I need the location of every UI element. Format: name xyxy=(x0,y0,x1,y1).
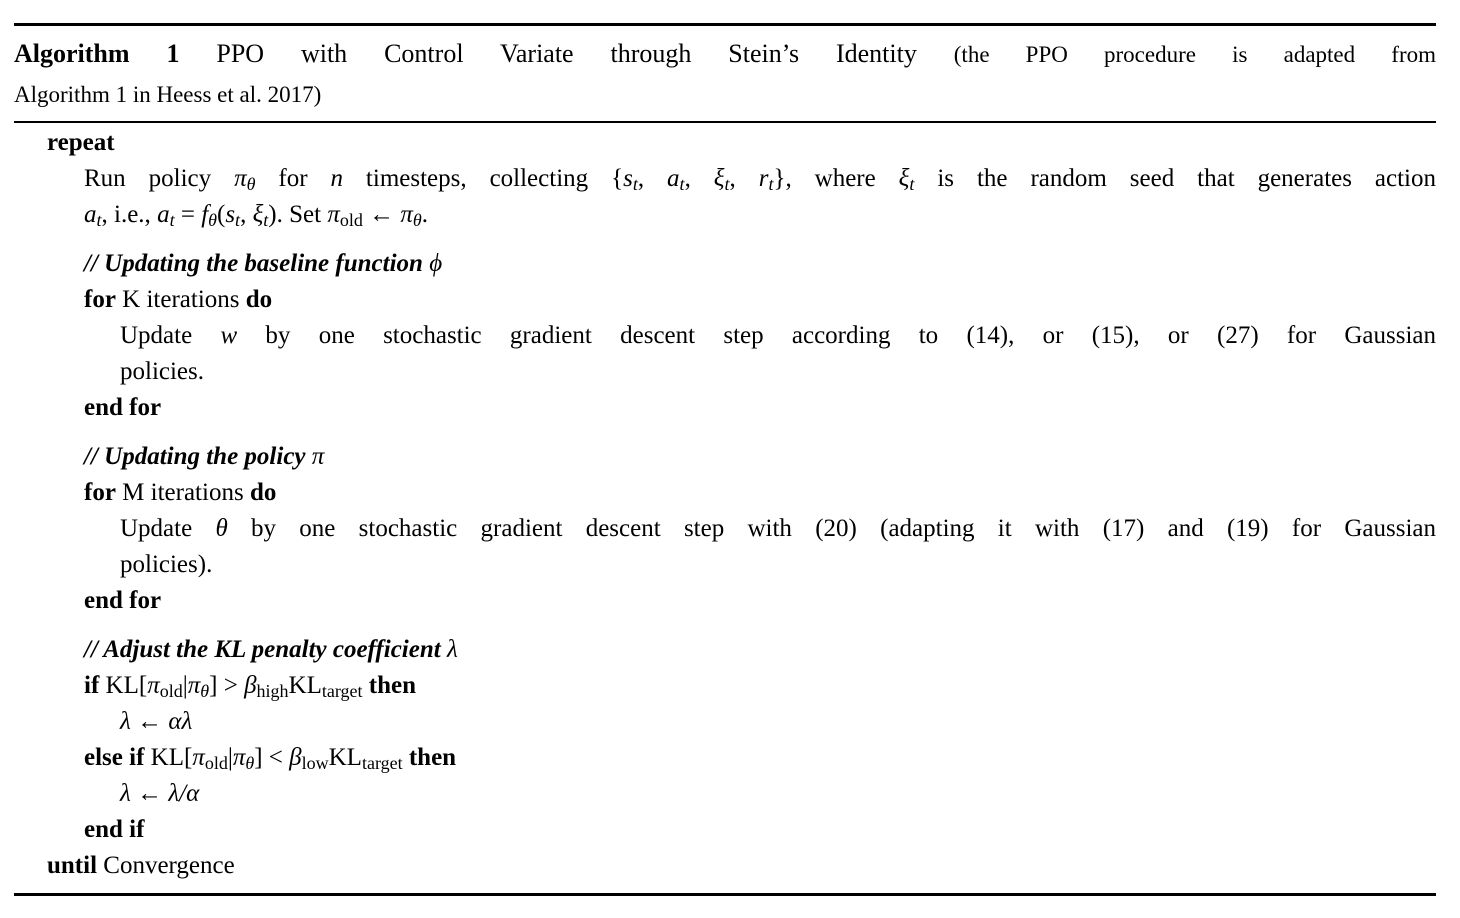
algo-line xyxy=(14,475,1436,511)
math-var: n xyxy=(330,165,343,192)
keyword: do xyxy=(245,286,273,313)
subscript: low xyxy=(301,752,329,773)
text-run: KL[ xyxy=(144,744,193,771)
subscript: t xyxy=(724,173,730,194)
text-run: Run policy xyxy=(84,165,235,192)
math-var: f xyxy=(201,201,209,228)
math-var: λ xyxy=(120,780,131,807)
algorithm-title-line1 xyxy=(14,34,1436,74)
subscript: t xyxy=(96,209,102,230)
algo-line xyxy=(14,511,1436,547)
text-run: by one stochastic gradient descent step with (20) (adapting it with (17) and (19) for Gaussian xyxy=(227,515,1436,542)
subscript: θ xyxy=(200,680,210,701)
algo-line xyxy=(14,812,1436,848)
math-var: a xyxy=(157,201,170,228)
text-run: M iterations xyxy=(115,479,250,506)
subscript: target xyxy=(321,680,363,701)
comment: // Adjust the KL penalty coefficient xyxy=(84,636,447,663)
math-var: π xyxy=(400,201,413,228)
text-run: policies). xyxy=(120,551,213,578)
algo-line xyxy=(14,704,1436,740)
text-run: ← xyxy=(130,780,169,807)
text-run: ] > xyxy=(209,672,245,699)
text-run: ). Set xyxy=(268,201,328,228)
subscript: t xyxy=(679,173,685,194)
text-run: KL xyxy=(328,744,362,771)
math-var: ϕ xyxy=(429,250,443,277)
math-var: β xyxy=(244,672,257,699)
text-run: ← xyxy=(362,201,401,228)
math-var: β xyxy=(289,744,302,771)
subscript: t xyxy=(169,209,175,230)
algo-line xyxy=(14,668,1436,704)
keyword: for xyxy=(84,479,116,506)
text-run: , xyxy=(729,165,759,192)
subscript: target xyxy=(361,752,403,773)
math-var: π xyxy=(232,744,246,771)
text-run: Update xyxy=(120,322,221,349)
algorithm-body xyxy=(14,125,1436,884)
algo-line xyxy=(14,318,1436,354)
keyword: then xyxy=(408,744,457,771)
text-run: . xyxy=(421,201,428,228)
math-var: π xyxy=(311,443,325,470)
subscript: t xyxy=(909,173,915,194)
keyword: end for xyxy=(84,394,162,421)
math-var: π xyxy=(327,201,340,228)
keyword: do xyxy=(249,479,277,506)
subscript: θ xyxy=(208,209,217,230)
top-rule xyxy=(14,23,1436,26)
math-var: a xyxy=(84,201,97,228)
keyword: for xyxy=(84,286,116,313)
algo-line xyxy=(14,439,1436,475)
math-var: αλ xyxy=(168,708,193,735)
subscript: θ xyxy=(412,209,422,230)
comment: // Updating the baseline function xyxy=(84,250,430,277)
subscript: θ xyxy=(246,173,256,194)
subscript: old xyxy=(339,209,363,230)
text-run: , xyxy=(684,165,714,192)
algo-line xyxy=(14,125,1436,161)
math-var: λ/α xyxy=(168,780,200,807)
text-run: is the random seed that generates action xyxy=(914,165,1436,192)
text-run: by one stochastic gradient descent step according to (14), or (15), or (27) for Gaussian xyxy=(237,322,1436,349)
subscript: t xyxy=(632,173,638,194)
math-var: π xyxy=(192,744,205,771)
keyword: if xyxy=(84,672,100,699)
algo-line xyxy=(14,776,1436,812)
math-var: θ xyxy=(215,515,228,542)
math-var: ξ xyxy=(713,165,725,192)
text-run: Convergence xyxy=(97,852,235,879)
subscript: t xyxy=(263,209,269,230)
math-var: s xyxy=(225,201,236,228)
keyword: end if xyxy=(84,816,145,843)
title-rule xyxy=(14,121,1436,123)
algo-line xyxy=(14,390,1436,426)
math-var: ξ xyxy=(898,165,910,192)
algo-line xyxy=(14,583,1436,619)
math-var: λ xyxy=(446,636,458,663)
algo-line xyxy=(14,161,1436,197)
math-var: π xyxy=(147,672,160,699)
algorithm-label: Algorithm 1 xyxy=(14,39,180,68)
text-run: policies. xyxy=(120,358,205,385)
text-run: KL[ xyxy=(99,672,148,699)
keyword: else if xyxy=(84,744,145,771)
subscript: θ xyxy=(245,752,255,773)
math-var: r xyxy=(758,165,769,192)
bottom-rule xyxy=(14,893,1436,896)
text-run: ] < xyxy=(254,744,290,771)
text-run: | xyxy=(182,672,188,699)
comment: // Updating the policy xyxy=(84,443,312,470)
algo-line xyxy=(14,848,1436,884)
text-run: KL xyxy=(288,672,322,699)
algo-line xyxy=(14,246,1436,282)
math-var: a xyxy=(667,165,680,192)
math-var: ξ xyxy=(252,201,264,228)
text-run: , xyxy=(637,165,668,192)
math-var: π xyxy=(234,165,247,192)
algo-line xyxy=(14,282,1436,318)
subscript: old xyxy=(159,680,183,701)
text-run: K iterations xyxy=(115,286,246,313)
algo-line xyxy=(14,197,1436,233)
subscript: old xyxy=(204,752,228,773)
subscript: t xyxy=(768,173,774,194)
algorithm-title: PPO with Control Variate through Stein’s Identity xyxy=(216,39,917,68)
text-run: Update xyxy=(120,515,216,542)
subscript: t xyxy=(235,209,241,230)
algo-line xyxy=(14,354,1436,390)
algo-line xyxy=(14,740,1436,776)
text-run: , xyxy=(240,201,253,228)
math-var: λ xyxy=(120,708,131,735)
text-run: { xyxy=(611,165,624,192)
keyword: until xyxy=(47,852,98,879)
algorithm-title-line2 xyxy=(14,74,1436,114)
math-var: w xyxy=(220,322,238,349)
text-run: }, where xyxy=(773,165,899,192)
algo-line xyxy=(14,547,1436,583)
keyword: end for xyxy=(84,587,162,614)
algorithm-title-note: (the PPO procedure is adapted from xyxy=(953,42,1437,67)
text-run: for xyxy=(255,165,331,192)
subscript: high xyxy=(256,680,289,701)
keyword: then xyxy=(368,672,416,699)
text-run: | xyxy=(227,744,233,771)
text-run: ( xyxy=(216,201,226,228)
math-var: π xyxy=(187,672,201,699)
algo-line xyxy=(14,632,1436,668)
text-run: = xyxy=(174,201,202,228)
text-run: ← xyxy=(130,708,169,735)
math-var: s xyxy=(623,165,633,192)
algorithm-title-note-cont: Algorithm 1 in Heess et al. 2017) xyxy=(14,82,322,107)
keyword: repeat xyxy=(47,129,115,156)
text-run: , i.e., xyxy=(101,201,158,228)
text-run: timesteps, collecting xyxy=(342,165,612,192)
algorithm-header xyxy=(14,34,1436,114)
